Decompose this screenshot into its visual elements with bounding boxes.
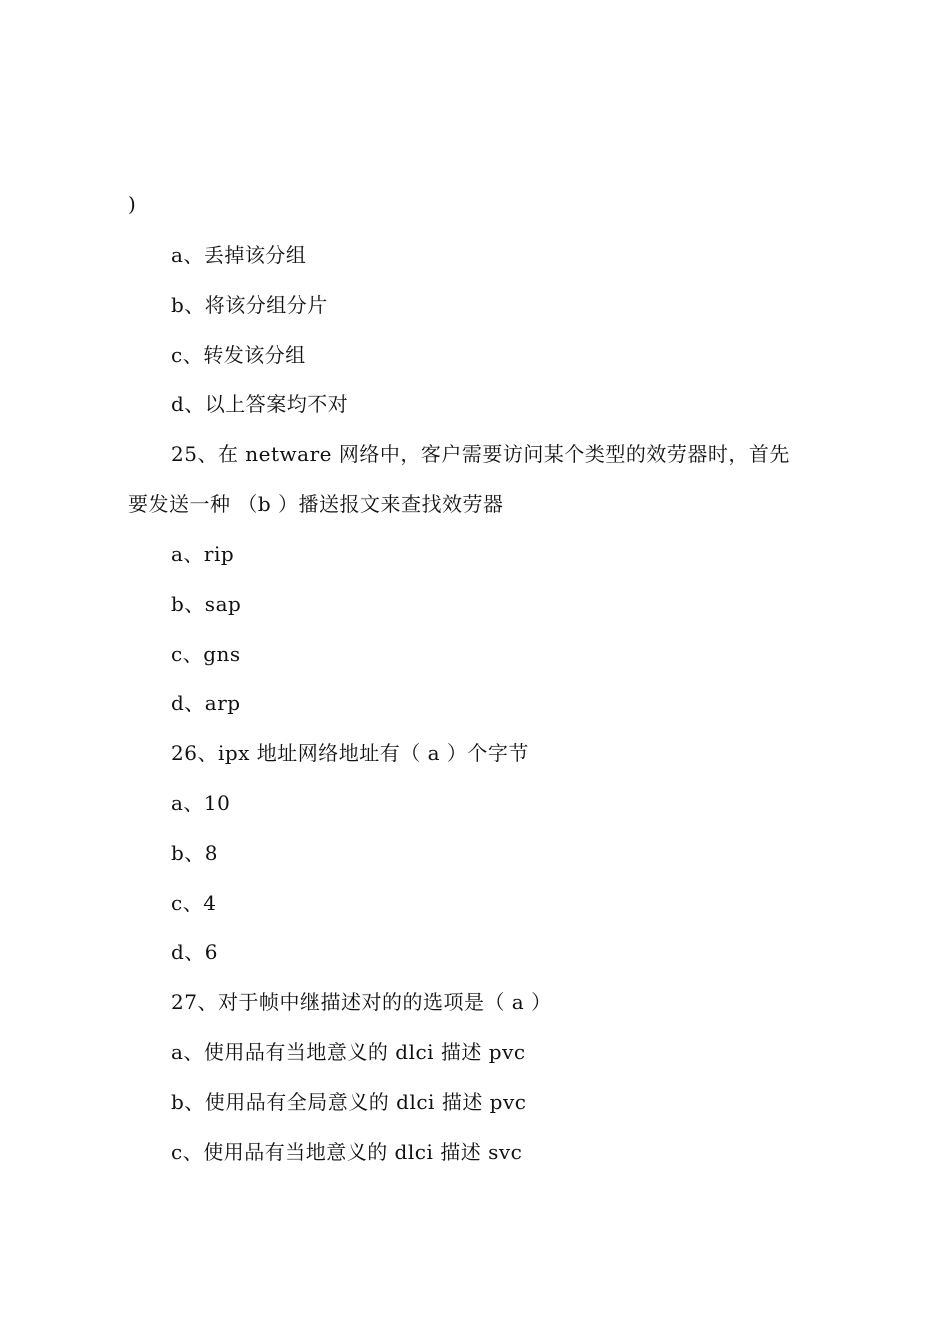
q27-option-b: b、使用品有全局意义的 dlci 描述 pvc (171, 1090, 527, 1114)
q25-option-d: d、arp (171, 691, 241, 715)
q26-option-c: c、4 (171, 891, 217, 915)
q25-question: 25、在 netware 网络中，客户需要访问某个类型的效劳器时，首先 (171, 442, 790, 466)
paren-continuation: ) (128, 192, 137, 216)
q25-option-c: c、gns (171, 642, 241, 666)
q27-question: 27、对于帧中继描述对的的选项是（ a ） (171, 990, 552, 1014)
q25-option-b: b、sap (171, 592, 242, 616)
q27-option-c: c、使用品有当地意义的 dlci 描述 svc (171, 1140, 523, 1164)
q26-question: 26、ipx 地址网络地址有（ a ）个字节 (171, 741, 529, 765)
q24-option-a: a、丢掉该分组 (171, 243, 307, 267)
q27-option-a: a、使用品有当地意义的 dlci 描述 pvc (171, 1040, 526, 1064)
q24-option-b: b、将该分组分片 (171, 293, 328, 317)
q24-option-d: d、以上答案均不对 (171, 392, 349, 416)
q24-option-c: c、转发该分组 (171, 343, 306, 367)
q26-option-b: b、8 (171, 841, 219, 865)
q26-option-a: a、10 (171, 791, 231, 815)
q25-question-cont: 要发送一种 （b ）播送报文来查找效劳器 (128, 492, 504, 516)
q26-option-d: d、6 (171, 940, 219, 964)
q25-option-a: a、rip (171, 542, 235, 566)
